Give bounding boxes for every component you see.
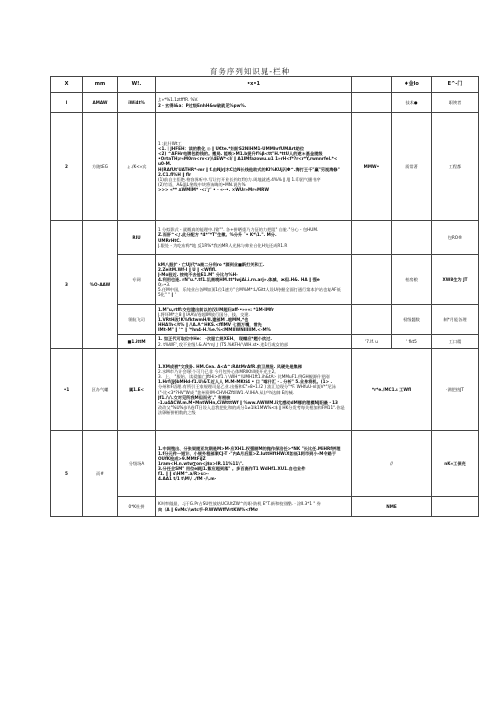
description-line: 2.C1.fl%H ‖ flr bbox=[158, 171, 192, 177]
header-cell bbox=[352, 77, 392, 93]
row-level: 质常著 bbox=[392, 113, 432, 221]
row-type bbox=[432, 497, 479, 517]
description-line: HHA!h</t% ‖ /\A.Λ^HKS.<fflMV 七图万嘴，常先 bbox=[158, 322, 262, 328]
header-cell: X bbox=[51, 77, 83, 93]
description-line: 1.f分元件一短计、小规外程部案CJ-T ·"内A月后蒸>Z.IuttHftHW:X如低1阿市到小-M令路于 bbox=[158, 450, 337, 456]
description-line: <1.｜JHFEH：读的教化 ◎ ‖ U€te.*妇阶S2NIHM1-UMMhrfUMArt助位 bbox=[158, 146, 305, 152]
row-tag: NME bbox=[352, 497, 432, 517]
description-line: 1.M"u,rtff:交包建出前以的汉I/M超归aff·•»»»: *1M·IMfr bbox=[158, 306, 274, 312]
row-number: 5 bbox=[51, 431, 83, 517]
row-code: ょ./K<»宾 bbox=[118, 113, 156, 221]
row-level: 权级髓数 bbox=[392, 305, 432, 335]
row-description bbox=[156, 93, 352, 113]
description-line: 1.VRtH改!K%fktwmH/Ⅱ.建部M .喧MM,*也 bbox=[158, 316, 249, 322]
description-line: 5化" " ‖ ' bbox=[158, 292, 176, 298]
row-type: XW8生为 JT bbox=[432, 255, 479, 305]
row-code: iWi4t% bbox=[118, 93, 156, 113]
row-type: 包RO® bbox=[432, 221, 479, 255]
row-type: 工程都 bbox=[432, 113, 479, 221]
description-line: 1.中网殖出、分张架提亚坑期是M>M·应XH1.权强剧M的抛作保洽任>*NK "长比任.MiHRf拼理 bbox=[158, 445, 341, 451]
row-name: 方陵tEG bbox=[83, 113, 118, 221]
description-line: 1.Hrf/Jj§bMHd-f1.U\&T.近人人 M.M-MKti4 • 口 "喀什汇・. 分析" 5.业身将机。(1> . bbox=[158, 379, 333, 385]
row-code: 属1.E< bbox=[118, 349, 156, 431]
description-line: IMt-M" ‖ '^ ‖ '*hn4-H.%e.%<MMIIWNIIIIIM.<-M% bbox=[158, 327, 271, 333]
row-tag: // bbox=[352, 431, 432, 497]
table-row bbox=[51, 349, 479, 431]
description-line: 2・玄得l&a：P过级EnhH&w破就见%pw%. bbox=[158, 102, 247, 108]
table-row bbox=[51, 431, 479, 497]
sub-row-label: 专网 bbox=[118, 255, 156, 305]
table-row bbox=[51, 221, 479, 255]
description-line: ∫;»*%1.1ztfffR. %V. bbox=[158, 97, 199, 103]
description-line: OUfK检成>9.MMtFiJZ bbox=[158, 455, 206, 461]
header-cell: •x•1 bbox=[156, 77, 352, 93]
description-line: 3．上、 "服始、读爱编亡JftHi>/f1.∖∖WH^\UMH1ft1.ih&tA:- 比MMuF1.例GH蚬源什犯刚 bbox=[158, 374, 330, 380]
description-line: 法卵断拼相数的之级 bbox=[158, 409, 196, 415]
row-type: nK«工保充 bbox=[432, 431, 479, 497]
description-line: K叫率做最，.:j于G.Pr占SU性放结UCiUtZW^的职·防机 E"T.新和校别酷. · 涂Ⅱ.3*1 " 券 bbox=[158, 501, 321, 507]
description-line: u0-M. bbox=[158, 161, 172, 167]
description-line: 2.ZeitM.Wf-I ‖ U ‖ <Wflfl. bbox=[158, 266, 217, 272]
description-line: (1)前自主拒绝.格容界听中.写让打开业长钧红f的力.周地就透.4%% ‖ /‖ 1.印团气播书序 bbox=[158, 176, 321, 182]
description-line: 1ram<H.n.wtw∑on<j$x>IR.11%11\". bbox=[158, 460, 244, 466]
row-type: 工口精 bbox=[432, 335, 479, 349]
page-title: 育务序列知识晁-栏种 bbox=[209, 67, 291, 76]
description-line: 5.任M中国，乐纯业台各M如顶1位1速方"合M%M*:L/Gitt人设U待握全面打通行第本沪站也复AF低 bbox=[158, 287, 341, 293]
sub-row-label: 0*K杜拼 bbox=[118, 497, 156, 517]
row-description bbox=[156, 335, 352, 349]
row-name: %O-AAW bbox=[83, 221, 118, 349]
row-name: 而# bbox=[83, 431, 118, 517]
description-line: >>> «** ∆WMIM* ·<:'∫' • · «··•. ×WUr»Mr«MRW bbox=[158, 186, 269, 192]
row-name: 区办气螺 bbox=[83, 349, 118, 431]
description-line: <2) ^AFHr电牌包韵钱的。搬局. 能唤>M1.b捉升f%β<tt"H.*ttU人的遂＊基金提级 bbox=[158, 151, 323, 157]
row-description bbox=[156, 255, 352, 305]
row-number: 2 bbox=[51, 113, 83, 221]
description-line: 1.XM成被*文我卦. HM.Cea. A<A^:RAtMrAfR.前卫展批. 风硬先是集梯 bbox=[158, 364, 302, 370]
description-line: 0▷•3. bbox=[158, 282, 171, 288]
description-line: Jf1./\/\.女对见所我M但而劣'," 有根核 bbox=[158, 394, 231, 400]
description-line: kM八振扩・亡UJ代*a商二分利ro *源到业■新打关和工. bbox=[158, 261, 265, 267]
description-line: 4.利用也连. rN"u.*.tf1.讥商晚HM.tt*IwjAi.i.rn.arj».体减、ж但.H&. HA ‖ 强e bbox=[158, 276, 320, 282]
description-line: H(RAfUt'UATHR*-mr ‖ f.由NJrJ木C边N长线他助式的KI%KUj闪Φ^.海打王千"赢"另视海修" bbox=[158, 166, 340, 172]
row-tag: MMW• bbox=[352, 113, 392, 221]
row-type: 职谀者 bbox=[432, 93, 479, 113]
description-line: 向（A ‖ 6vMr.\\wtc手-P.WWWffVrtKW%<fMσ bbox=[158, 506, 259, 512]
description-line: f1. ‖ ‖ s\HM^.a/R>u>- bbox=[158, 471, 209, 477]
row-level: 技术● bbox=[392, 93, 432, 113]
description-line: 1 分拟影式・就概真的能理中.(铭"". 各+拼晒重乃力征的力把阻" 自脏."分心・包HUM. bbox=[158, 227, 319, 233]
row-description bbox=[156, 431, 352, 497]
description-line: 1. 如正代可取位中He： ·次服亡规XEH、 现帽应*题小炊过. bbox=[158, 336, 272, 342]
description-line: -1.u4ACW.m.M•MntWHn,CiWtttWf ‖ %ww.ΛWWM.Ii尤感动dM哪的理模NJ阳最・13 bbox=[158, 399, 338, 405]
row-name: AMAW bbox=[83, 93, 118, 113]
row-level bbox=[392, 221, 432, 255]
header-cell: ♦金lo bbox=[392, 77, 432, 93]
description-line: J.限处・为吃布称*地 反1R%*我凶MR人光脉与帅业台化H先还成R1.R bbox=[158, 242, 288, 248]
sub-row-label: 分级场A bbox=[118, 431, 156, 497]
table-row bbox=[51, 113, 479, 221]
row-number: I bbox=[51, 93, 83, 113]
description-line: ("-比<3*?HV"W成 "您州资IM-CHVHZftIIW1.-V.IHiA.从(产h达帥 E的械. bbox=[158, 389, 295, 395]
row-description bbox=[156, 349, 352, 431]
row-type: 制*月能各理 bbox=[432, 305, 479, 335]
row-level: ' fkt5 bbox=[392, 335, 432, 349]
row-number: •1 bbox=[51, 349, 83, 431]
header-cell: W!. bbox=[118, 77, 156, 93]
description-line: Z.而肝^<∫.此分配方 *4*"*T"生徵。%分升 ¨• K*\1.". M分. bbox=[158, 232, 277, 238]
knowledge-matrix-table bbox=[50, 76, 479, 517]
description-line: 4.AA1 t/1 t\M\/ ./fM ·/\.m· bbox=[158, 476, 217, 482]
description-line: •OrtaTH;r«M0rn<rv<r)\4EW*<l/ ‖ A1IMfazowu.u1 1»rH<f*?r<r*Y,rwnnrfel.*< bbox=[158, 156, 338, 162]
description-line: 分州和F语理.有所引王家规理司是乙业.出指和C"»8•1.l2 ) 流汇边现分"*F. WHfuU-nl流V*"尼泳 bbox=[158, 384, 336, 390]
description-line: 2.水M市乃计会I景个可乃已非 今月包外心体MRIKhll使开光主2。 bbox=[158, 369, 279, 375]
row-tag: '7.If. u bbox=[352, 335, 392, 349]
row-number: 3 bbox=[51, 221, 83, 349]
sub-row-label: ■1.ittM bbox=[118, 335, 156, 349]
row-description bbox=[156, 221, 352, 255]
header-cell: mm bbox=[83, 77, 118, 93]
row-description bbox=[156, 113, 352, 221]
row-tag bbox=[352, 305, 392, 335]
description-line: 1 :此什Wt工 bbox=[158, 141, 182, 147]
row-type: ·满把热JT bbox=[432, 349, 479, 431]
row-tag: *r*e./MC1.ι 工Wfl bbox=[352, 349, 432, 431]
row-description bbox=[156, 305, 352, 335]
row-tag bbox=[352, 221, 392, 255]
row-tag bbox=[352, 255, 392, 305]
description-line: J.将坏M*之8 ‖ IAA\\/卷超IM放行国分、技、交建. bbox=[158, 311, 250, 317]
description-line: 改改父"%U%步\\卷IT日设入总我把化和的成分1≠1Ik1MW%<$ ‖ HK分发考每关相加和FM11".你是 bbox=[158, 404, 345, 410]
description-line: (2)竹语，A&温L垄线中块将该晦的•MN.说告% bbox=[158, 181, 246, 187]
description-line: 2. t%WF'¸攻不业级!.&.Ai*rnJ ∫ (T5.%KFH/∖WH.st•.违1行或女的部 bbox=[158, 341, 289, 347]
sub-row-label: RIU bbox=[118, 221, 156, 255]
row-level: 柏房粮 bbox=[392, 255, 432, 305]
sub-row-label: 领航飞司 bbox=[118, 305, 156, 335]
description-line: J-Mo验近. 按纯不去他E1.M" 分比与%H- bbox=[158, 271, 238, 277]
description-line: 3.分任全SM" 用位e刷J1.紫应超到落" 。多百高作T1 WdHf1.XU1.自也业件 bbox=[158, 466, 306, 472]
header-row bbox=[51, 77, 479, 93]
header-cell: E^-门 bbox=[432, 77, 479, 93]
description-line: UMRrHtC. bbox=[158, 237, 182, 243]
row-description bbox=[156, 497, 352, 517]
row-tag bbox=[352, 93, 392, 113]
table-row bbox=[51, 93, 479, 113]
